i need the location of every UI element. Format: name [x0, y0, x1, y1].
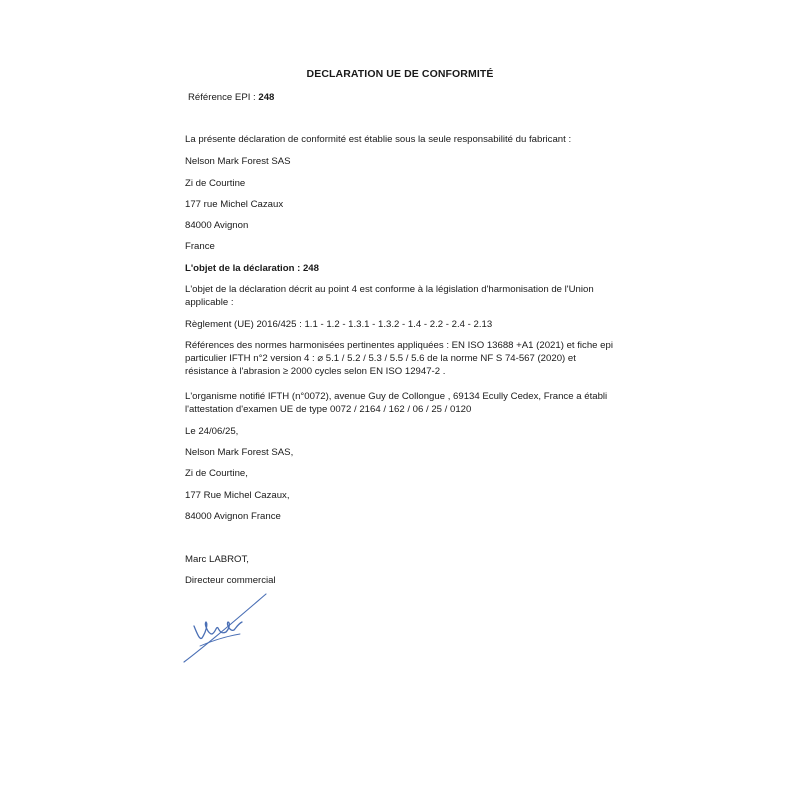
standards-line1: Références des normes harmonisées pertinentes appliquées : EN ISO 13688 +A1 (2021) et fiche epi — [185, 340, 613, 351]
object-heading: L'objet de la déclaration : 248 — [185, 263, 319, 274]
signatory-name: Marc LABROT, — [185, 554, 249, 565]
signature-strokes — [184, 594, 266, 662]
regulation-line: Règlement (UE) 2016/425 : 1.1 - 1.2 - 1.3.1 - 1.3.2 - 1.4 - 2.2 - 2.4 - 2.13 — [185, 319, 493, 330]
standards-line2: particulier IFTH n°2 version 4 : ⌀ 5.1 / 5.2 / 5.3 / 5.5 / 5.6 de la norme NF S 74-567 (2020) et — [185, 353, 576, 364]
signoff-city: 84000 Avignon France — [185, 511, 281, 522]
manufacturer-city: 84000 Avignon — [185, 220, 249, 231]
reference-line — [188, 92, 274, 103]
manufacturer-zone: Zi de Courtine — [185, 178, 246, 189]
reference-label: Référence EPI : — [188, 92, 259, 103]
manufacturer-street: 177 rue Michel Cazaux — [185, 199, 284, 210]
signoff-street: 177 Rue Michel Cazaux, — [185, 490, 290, 501]
standards-line3: résistance à l'abrasion ≥ 2000 cycles selon EN ISO 12947-2 . — [185, 366, 446, 377]
responsibility-statement: La présente déclaration de conformité est établie sous la seule responsabilité du fabricant : — [185, 134, 572, 145]
document-title: DECLARATION UE DE CONFORMITÉ — [306, 68, 494, 80]
declaration-date: Le 24/06/25, — [185, 426, 239, 437]
signoff-name: Nelson Mark Forest SAS, — [185, 447, 294, 458]
manufacturer-name: Nelson Mark Forest SAS — [185, 156, 291, 167]
handwritten-signature — [178, 588, 278, 668]
manufacturer-country: France — [185, 241, 215, 252]
object-text-line1: L'objet de la déclaration décrit au point 4 est conforme à la législation d'harmonisation de l'Union — [185, 284, 594, 295]
notified-body-line2: l'attestation d'examen UE de type 0072 / 2164 / 162 / 06 / 25 / 0120 — [185, 404, 472, 415]
object-text-line2: applicable : — [185, 297, 234, 308]
notified-body-line1: L'organisme notifié IFTH (n°0072), avenue Guy de Collongue , 69134 Ecully Cedex, France a établi — [185, 391, 608, 402]
signatory-title: Directeur commercial — [185, 575, 276, 586]
reference-value: 248 — [258, 92, 275, 103]
signoff-zone: Zi de Courtine, — [185, 468, 248, 479]
signature-loop-stroke — [194, 622, 242, 639]
signature-sweep-stroke — [184, 594, 266, 662]
